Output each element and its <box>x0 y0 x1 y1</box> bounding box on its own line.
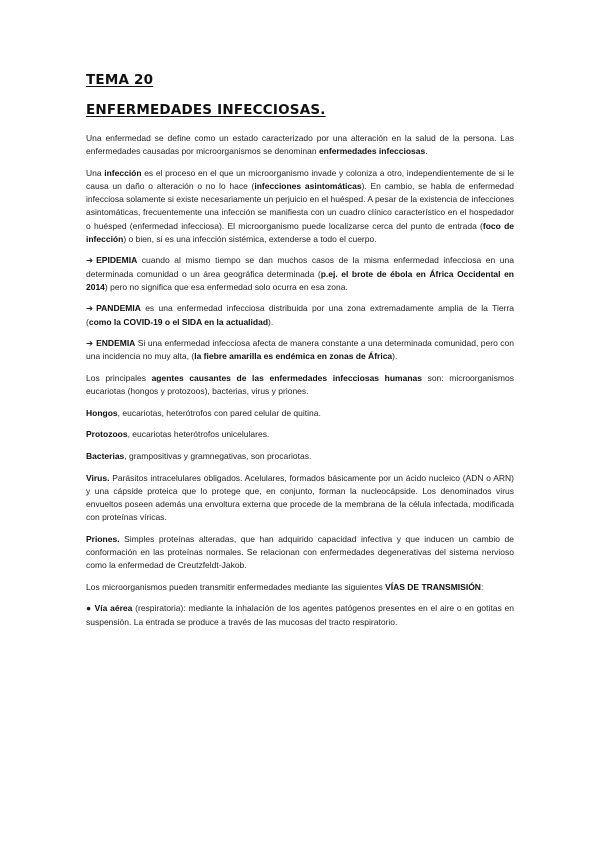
text-span: . <box>425 146 428 157</box>
text-span: ). <box>392 351 398 362</box>
bold-term: foco de infección <box>86 220 514 244</box>
bold-term: la fiebre amarilla es endémica en zonas de África <box>194 351 393 362</box>
page-content <box>86 72 514 637</box>
text-span: ) pero no significa que esa enfermedad solo ocurra en esa zona. <box>104 281 348 292</box>
text-span: : <box>480 581 484 592</box>
text-span: son: microorganismos eucariotas (hongos y protozoos), bacterias, virus y priones. <box>86 373 514 397</box>
bold-term: Bacterias <box>86 450 125 461</box>
text-span: , grampositivas y gramnegativas, son procariotas. <box>124 450 312 461</box>
paragraph-epidemia <box>86 254 514 294</box>
paragraph-priones <box>86 533 514 573</box>
paragraph-infeccion <box>86 167 514 246</box>
paragraph-pandemia <box>86 302 514 328</box>
paragraph-definition <box>86 132 514 158</box>
bold-term: Virus. <box>86 472 110 483</box>
bold-term: VÍAS DE TRANSMISIÓN <box>385 581 481 592</box>
text-span: Parásitos intracelulares obligados. Acelulares, formados básicamente por un ácido nucleico (ADN o ARN) y una cápside proteica que lo protege que, en conjunto, forman la nucleocápside. Los denominados virus envueltos poseen además una envoltura externa que procede de la membrana de la célula infectada, modificada con proteínas víricas. <box>86 472 514 523</box>
page-title: ENFERMEDADES INFECCIOSAS. <box>86 102 326 118</box>
arrow-icon: ➔ <box>86 255 94 266</box>
bold-term: infecciones asintomáticas <box>254 181 362 191</box>
bold-term: PANDEMIA <box>96 303 141 314</box>
paragraph-transmision <box>86 581 514 594</box>
paragraph-via-aerea <box>86 602 514 628</box>
text-span: ). <box>268 316 274 327</box>
text-span: Una <box>86 167 105 178</box>
text-span: es una enfermedad infecciosa distribuida por una zona extremadamente amplia de la Tierra ( <box>86 303 514 327</box>
text-span: , eucariotas, heterótrofos con pared celular de quitina. <box>117 407 321 418</box>
text-span: Si una enfermedad infecciosa afecta de manera constante a una determinada comunidad, pero con una incidencia no muy alta, ( <box>86 338 514 362</box>
paragraph-bacterias <box>86 450 514 463</box>
bold-term: Vía aérea <box>94 603 133 614</box>
text-span: , eucariotas heterótrofos unicelulares. <box>127 429 270 440</box>
text-span: Una enfermedad se define como un estado caracterizado por una alteración en la salud de la persona. Las enfermedades causadas por microorganismos se denominan <box>86 133 514 157</box>
text-span: Los principales <box>86 373 152 383</box>
bold-term: enfermedades infecciosas <box>318 146 426 157</box>
text-span: (respiratoria): mediante la inhalación de los agentes patógenos presentes en el aire o en gotitas en suspensión. La entrada se produce a través de las mucosas del tracto respiratorio. <box>86 603 514 627</box>
bold-term: agentes causantes de las enfermedades infecciosas humanas <box>151 373 422 383</box>
bold-term: p.ej. el brote de ébola en África Occidental en 2014 <box>86 268 514 292</box>
arrow-icon: ➔ <box>86 303 94 314</box>
bold-term: Protozoos <box>86 429 128 440</box>
paragraph-virus <box>86 472 514 525</box>
bold-term: como la COVID-19 o el SIDA en la actualidad <box>88 316 269 327</box>
arrow-icon: ➔ <box>86 338 94 349</box>
bold-term: Hongos <box>86 407 118 418</box>
text-span: ). En cambio, se habla de enfermedad infecciosa solamente si existe necesariamente un perjuicio en el huésped. A pesar de la existencia de infecciones asintomáticas, frecuentemente una infección se manifiesta con un cuadro clínico característico en el hospedador o huésped (enfermedad infecciosa). El microorganismo puede localizarse cerca del punto de entrada ( <box>86 181 514 231</box>
paragraph-hongos <box>86 407 514 420</box>
bold-term: Priones. <box>86 533 120 544</box>
bold-term: EPIDEMIA <box>96 255 138 266</box>
text-span: Simples proteínas alteradas, que han adquirido capacidad infectiva y que inducen un cambio de conformación en las proteínas normales. Se relacionan con enfermedades degenerativas del sistema nervioso como la enfermedad de Creutzfeldt-Jakob. <box>86 533 514 571</box>
paragraph-endemia <box>86 337 514 363</box>
bullet-icon: ● <box>86 603 92 614</box>
text-span: Los microorganismos pueden transmitir enfermedades mediante las siguientes <box>86 581 386 592</box>
paragraph-protozoos <box>86 428 514 441</box>
text-span: ) o bien, si es una infección sistémica, extenderse a todo el cuerpo. <box>123 233 377 244</box>
topic-number: TEMA 20 <box>86 72 154 88</box>
text-span: es el proceso en el que un microorganismo invade y coloniza a otro, independientemente de si le causa un daño o alteración o no lo hace ( <box>86 167 514 191</box>
text-span: cuando al mismo tiempo se dan muchos casos de la misma enfermedad infecciosa en una determinada comunidad o un área geográfica determinada ( <box>86 255 514 279</box>
paragraph-agentes <box>86 372 514 398</box>
bold-term: ENDEMIA <box>96 338 136 349</box>
bold-term: infección <box>104 167 142 178</box>
